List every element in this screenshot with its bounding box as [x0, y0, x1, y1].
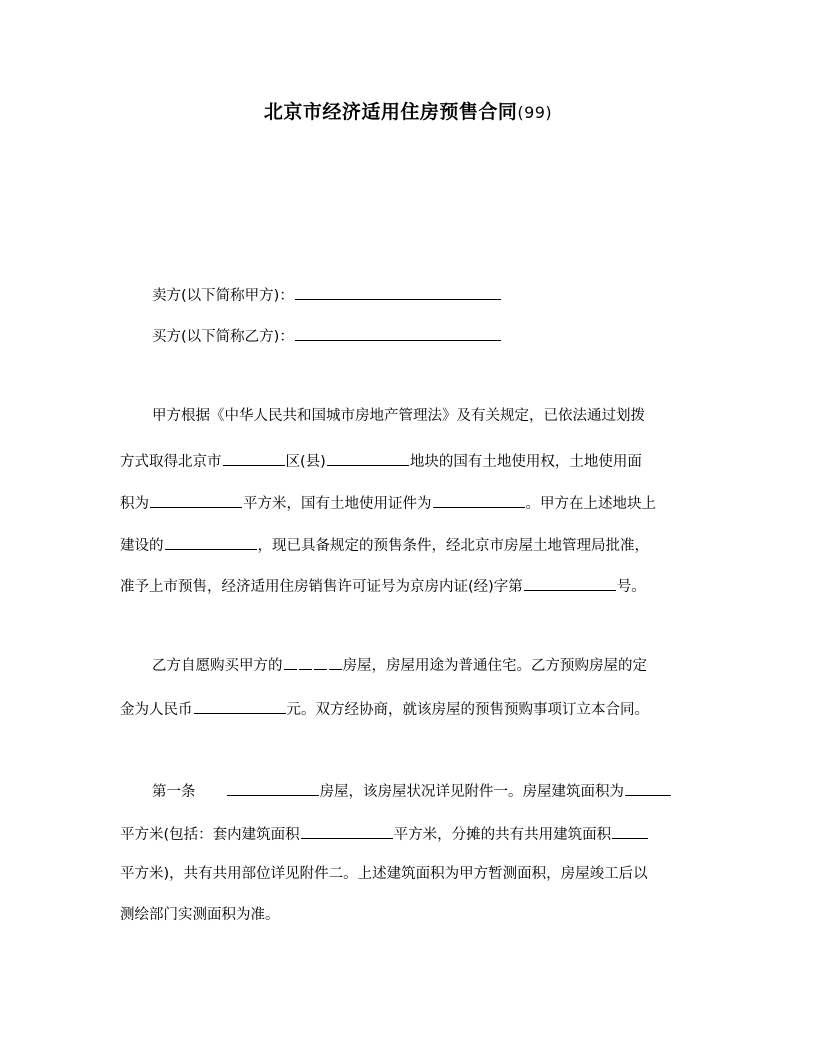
unit-blank[interactable]: [329, 657, 342, 670]
shared-area-blank[interactable]: [612, 823, 648, 839]
para1-text: 方式取得北京市: [120, 454, 222, 470]
para1-text: 准予上市预售，经济适用住房销售许可证号为京房内证(经)字第: [120, 579, 523, 595]
floor-area-blank[interactable]: [625, 780, 671, 796]
seller-label: 卖方(以下简称甲方)：: [152, 288, 294, 304]
document-title: [0, 97, 816, 124]
article1-text: 测绘部门实测面积为准。: [120, 907, 280, 923]
para2-text: 元。双方经协商，就该房屋的预售预购事项订立本合同。: [286, 702, 649, 718]
article1-line2: [120, 823, 649, 843]
unit-blank[interactable]: [299, 657, 312, 670]
para2-line1: [152, 656, 647, 676]
deposit-blank[interactable]: [194, 698, 286, 714]
para1-text: 平方米，国有土地使用证件为: [243, 496, 432, 512]
buyer-label: 买方(以下简称乙方)：: [152, 329, 294, 345]
para1-text: 甲方根据《中华人民共和国城市房地产管理法》及有关规定，已依法通过划拨: [152, 408, 645, 424]
seller-line: [152, 284, 502, 304]
district-blank[interactable]: [223, 450, 285, 466]
seller-blank[interactable]: [295, 284, 501, 300]
unit-blank[interactable]: [284, 657, 297, 670]
project-blank[interactable]: [165, 534, 257, 550]
para1-line4: [120, 534, 649, 554]
para1-text: 建设的: [120, 538, 164, 554]
buyer-line: [152, 325, 502, 345]
land-cert-blank[interactable]: [433, 492, 525, 508]
para1-line5: [120, 575, 646, 595]
inner-area-blank[interactable]: [301, 823, 393, 839]
para1-text: 号。: [616, 579, 646, 595]
title-text: 北京市经济适用住房预售合同: [263, 101, 518, 123]
para1-line2: [120, 450, 642, 470]
article1-line1: [152, 780, 672, 800]
article1-line4: [120, 905, 280, 925]
title-number: (99): [517, 103, 553, 122]
house-blank[interactable]: [227, 780, 319, 796]
area-blank[interactable]: [150, 492, 242, 508]
article1-text: 平方米)，共有共用部位详见附件二。上述建筑面积为甲方暂测面积，房屋竣工后以: [120, 866, 648, 882]
para2-text: 房屋，房屋用途为普通住宅。乙方预购房屋的定: [342, 658, 647, 674]
article1-line3: [120, 864, 648, 884]
para1-text: 。甲方在上述地块上: [525, 496, 656, 512]
article1-text: 平方米，分摊的共有共用建筑面积: [393, 827, 612, 843]
permit-blank[interactable]: [524, 575, 616, 591]
para1-text: 积为: [120, 496, 149, 512]
para2-text: 金为人民币: [120, 702, 193, 718]
plot-blank[interactable]: [327, 450, 409, 466]
para1-text: 区(县): [285, 454, 326, 470]
para1-text: 地块的国有土地使用权，土地使用面: [409, 454, 642, 470]
unit-blank[interactable]: [314, 657, 327, 670]
article1-text: 房屋，该房屋状况详见附件一。房屋建筑面积为: [319, 784, 624, 800]
para1-line1: [152, 406, 645, 426]
para1-line3: [120, 492, 656, 512]
para2-text: 乙方自愿购买甲方的: [152, 658, 283, 674]
buyer-blank[interactable]: [295, 325, 501, 341]
article1-text: 平方米(包括：套内建筑面积: [120, 827, 300, 843]
article-number: 第一条: [152, 784, 196, 800]
para2-line2: [120, 698, 649, 718]
para1-text: ，现已具备规定的预售条件，经北京市房屋土地管理局批准，: [257, 538, 649, 554]
